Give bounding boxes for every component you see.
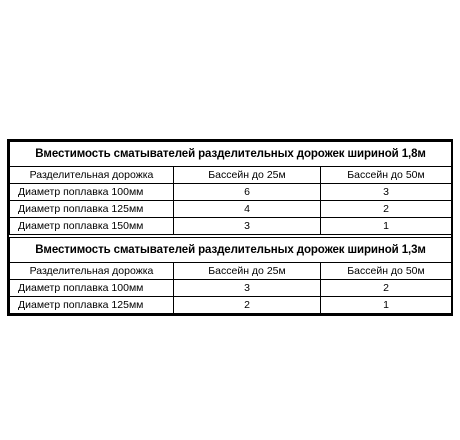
table-row	[10, 297, 452, 314]
column-header-pool-50: Бассейн до 50м	[321, 263, 452, 280]
cell-value: 2	[321, 280, 452, 297]
cell-value: 3	[174, 280, 321, 297]
cell-value: 1	[321, 297, 452, 314]
capacity-table	[9, 141, 452, 314]
table-row	[10, 280, 452, 297]
cell-value: 2	[321, 201, 452, 218]
row-label: Диаметр поплавка 125мм	[10, 297, 174, 314]
table-header-row	[10, 263, 452, 280]
row-label: Диаметр поплавка 150мм	[10, 218, 174, 235]
table-row	[10, 218, 452, 235]
table-title-row	[10, 238, 452, 263]
table-title: Вместимость сматывателей разделительных дорожек шириной 1,8м	[10, 142, 452, 167]
table-row	[10, 201, 452, 218]
cell-value: 6	[174, 184, 321, 201]
cell-value: 4	[174, 201, 321, 218]
column-header-lane: Разделительная дорожка	[10, 263, 174, 280]
column-header-lane: Разделительная дорожка	[10, 167, 174, 184]
table-title-row	[10, 142, 452, 167]
column-header-pool-50: Бассейн до 50м	[321, 167, 452, 184]
row-label: Диаметр поплавка 125мм	[10, 201, 174, 218]
cell-value: 3	[174, 218, 321, 235]
row-label: Диаметр поплавка 100мм	[10, 280, 174, 297]
table-title: Вместимость сматывателей разделительных дорожек шириной 1,3м	[10, 238, 452, 263]
column-header-pool-25: Бассейн до 25м	[174, 263, 321, 280]
table-row	[10, 184, 452, 201]
row-label: Диаметр поплавка 100мм	[10, 184, 174, 201]
cell-value: 1	[321, 218, 452, 235]
table-header-row	[10, 167, 452, 184]
column-header-pool-25: Бассейн до 25м	[174, 167, 321, 184]
cell-value: 2	[174, 297, 321, 314]
capacity-tables	[7, 139, 453, 316]
cell-value: 3	[321, 184, 452, 201]
